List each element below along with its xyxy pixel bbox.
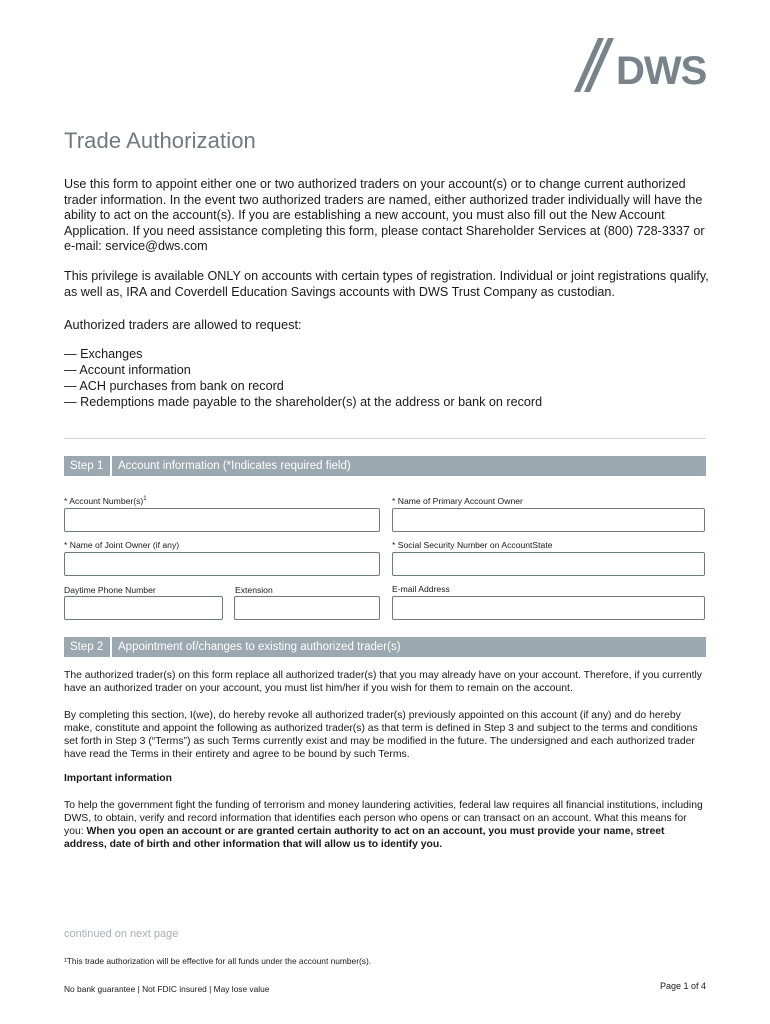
step1-title: Account information (*Indicates required field) <box>118 460 351 472</box>
ssn-label: * Social Security Number on AccountState <box>392 540 553 550</box>
step2-paragraph-1: The authorized trader(s) on this form replace all authorized trader(s) that you may already have on your account. Therefore, if you currently have an authorized trader on your account, you must list him/her if you wish for them to remain on the account. <box>64 670 702 694</box>
logo-text: DWS <box>616 49 707 93</box>
phone-input[interactable] <box>64 596 223 620</box>
important-text: To help the government fight the funding of terrorism and money laundering activities, federal law requires all financial institutions, including DWS, to obtain, verify and record information that identifies each person who opens or can transact on an account. What this means for you: <box>64 800 703 837</box>
joint-owner-input[interactable] <box>64 552 380 576</box>
important-heading: Important information <box>64 773 172 784</box>
privilege-paragraph: This privilege is available ONLY on accounts with certain types of registration. Individual or joint registrations qualify, as well as, IRA and Coverdell Education Savings accounts with DWS Trust Company as custodian. <box>64 269 709 299</box>
dws-logo <box>572 36 732 94</box>
footnote: ¹This trade authorization will be effective for all funds under the account number(s). <box>64 956 372 966</box>
step1-header <box>64 456 706 476</box>
joint-owner-label: * Name of Joint Owner (if any) <box>64 540 180 550</box>
primary-owner-label: * Name of Primary Account Owner <box>392 496 523 506</box>
allowed-list <box>64 346 542 410</box>
important-bold-text: When you open an account or are granted certain authority to act on an account, you must provide your name, street address, date of birth and other information that will allow us to identify you. <box>64 826 665 850</box>
list-item: — ACH purchases from bank on record <box>64 379 284 393</box>
email-label: E-mail Address <box>392 584 450 594</box>
extension-label: Extension <box>235 585 273 595</box>
step2-header <box>64 637 706 657</box>
step1-number: Step 1 <box>64 456 112 476</box>
list-item: — Account information <box>64 363 191 377</box>
step2-number: Step 2 <box>64 637 112 657</box>
list-item: — Redemptions made payable to the shareholder(s) at the address or bank on record <box>64 395 543 409</box>
step2-paragraph-2: By completing this section, I(we), do hereby revoke all authorized trader(s) previously appointed on this account (if any) and do hereby make, constitute and appoint the following as authorized trader(s) as that term is defined in Step 3 and subject to the terms and conditions set forth in Step 3 (“Terms”) as such Terms currently exist and may be modified in the future. The undersigned and each authorized trader have read the Terms in their entirety and agree to be bound by such Terms. <box>64 710 698 760</box>
account-number-label: * Account $Number(s)^1$ <box>64 496 147 506</box>
list-item: — Exchanges <box>64 347 143 361</box>
page-title: Trade Authorization <box>64 128 256 153</box>
important-paragraph <box>64 799 708 851</box>
primary-owner-input[interactable] <box>392 508 705 532</box>
allowed-heading: Authorized traders are allowed to request: <box>64 317 302 332</box>
ssn-input[interactable] <box>392 552 705 576</box>
extension-input[interactable] <box>234 596 380 620</box>
page-number: Page 1 of 4 <box>659 981 706 991</box>
account-number-input[interactable] <box>64 508 380 532</box>
section-divider <box>64 438 706 439</box>
footer-disclaimer: No bank guarantee | Not FDIC insured | May lose value <box>64 984 270 994</box>
step2-title: Appointment of/changes to existing authorized trader(s) <box>118 641 401 653</box>
continued-note: continued on next page <box>64 928 179 940</box>
email-input[interactable] <box>392 596 705 620</box>
phone-label: Daytime Phone Number <box>64 585 156 595</box>
intro-paragraph: Use this form to appoint either one or two authorized traders on your account(s) or to change current authorized trader information. In the event two authorized traders are named, either authorized trader individually will have the ability to act on the account(s). If you are establishing a new account, you must also fill out the New Account Application. If you need assistance completing this form, please contact Shareholder Services at (800) 728-3337 or e-mail: service@dws.com <box>64 177 705 254</box>
